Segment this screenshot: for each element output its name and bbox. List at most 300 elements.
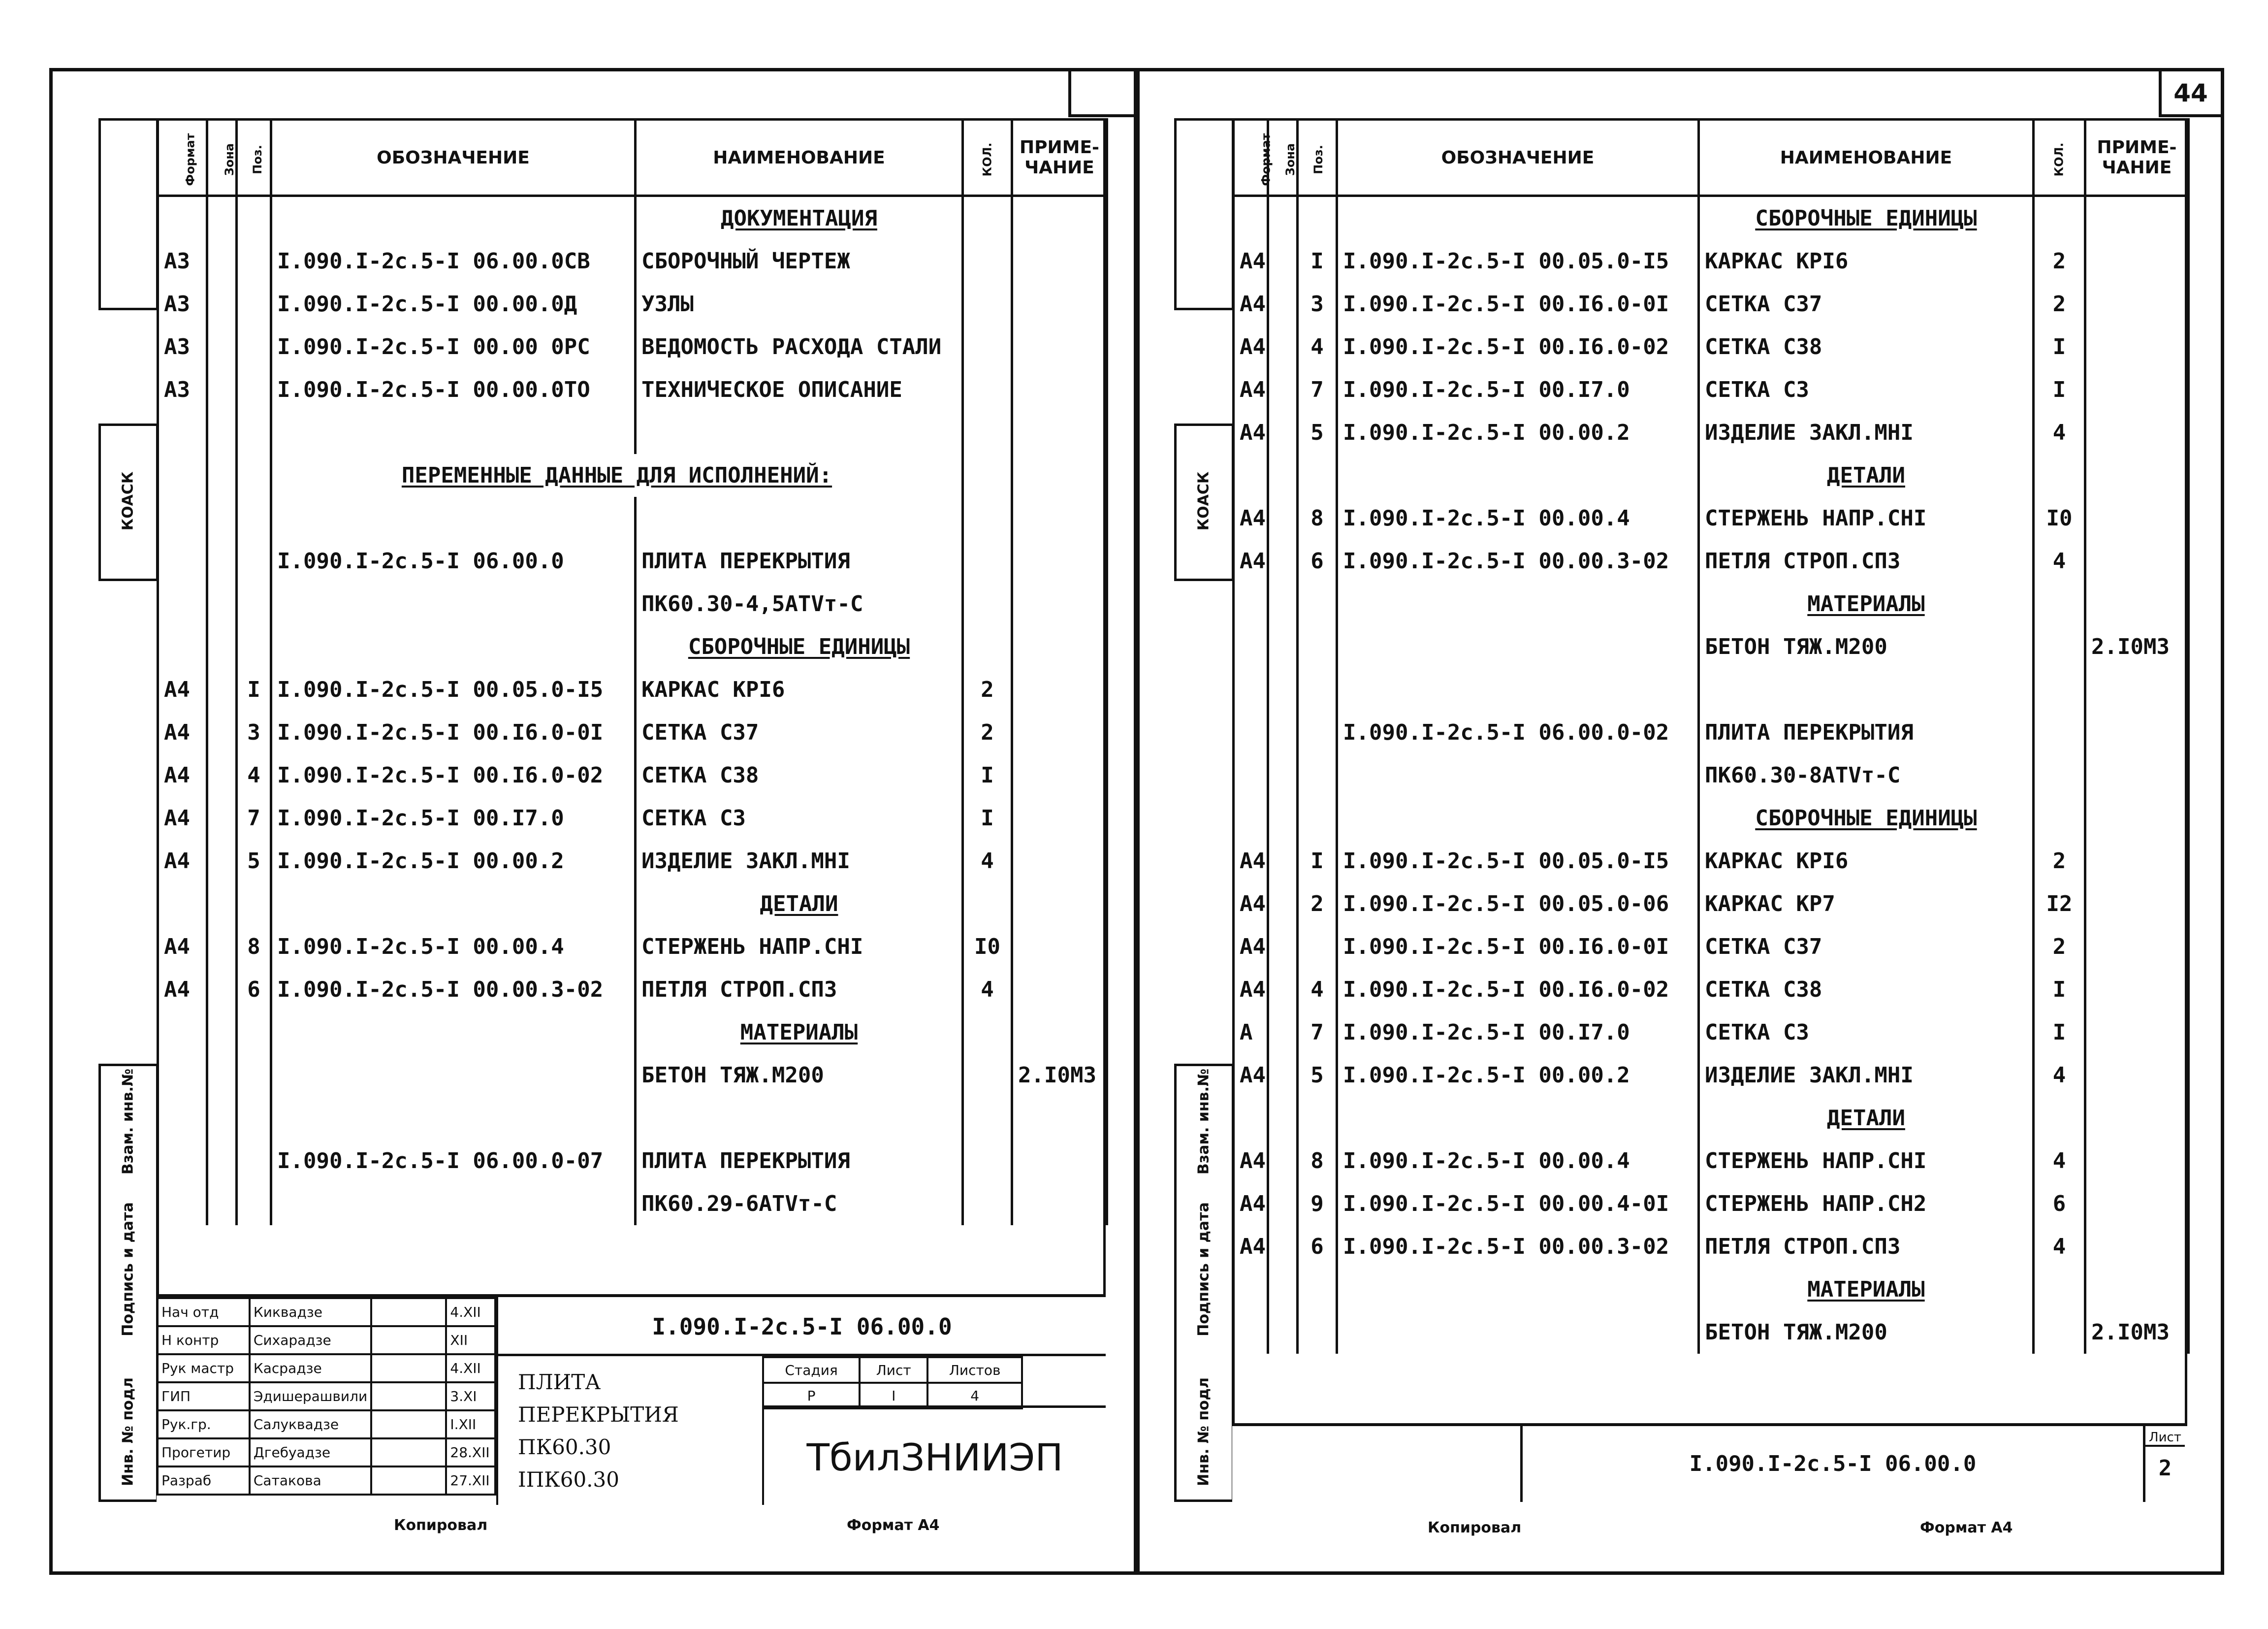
pos-cell: [237, 1140, 271, 1182]
qty-cell: 4: [2034, 1140, 2085, 1182]
designation-cell: [271, 196, 636, 240]
header-qty: КОЛ.: [2034, 120, 2085, 196]
format-cell: А4: [158, 968, 207, 1011]
designation-cell: I.090.I-2c.5-I 00.00.0ТО: [271, 368, 636, 411]
designation-cell: I.090.I-2c.5-I 00.00.4-0I: [1337, 1182, 1699, 1225]
note-cell: [2085, 368, 2189, 411]
pos-cell: [237, 1182, 271, 1225]
pos-cell: [1298, 625, 1337, 668]
designation-cell: I.090.I-2c.5-I 00.00.2: [1337, 1054, 1699, 1097]
designation-cell: [1337, 454, 1699, 497]
name-cell: ПЕТЛЯ СТРОП.СП3: [1699, 540, 2034, 583]
stamp-signature: [371, 1326, 446, 1354]
designation-cell: I.090.I-2c.5-I 00.00.2: [271, 840, 636, 882]
qty-cell: 4: [963, 840, 1012, 882]
page-number: 44: [2173, 79, 2208, 107]
designation-cell: I.090.I-2c.5-I 06.00.0-07: [271, 1140, 636, 1182]
qty-cell: [963, 583, 1012, 625]
note-cell: [1012, 583, 1107, 625]
format-cell: [1234, 1311, 1268, 1354]
note-cell: 2.I0М3: [2085, 625, 2189, 668]
name-cell: ТЕХНИЧЕСКОЕ ОПИСАНИЕ: [636, 368, 963, 411]
stamp-role: Рук.гр.: [158, 1410, 250, 1438]
pos-cell: [237, 326, 271, 368]
designation-cell: [271, 1054, 636, 1097]
qty-cell: [2034, 1311, 2085, 1354]
zone-cell: [1268, 497, 1298, 540]
pos-cell: [237, 625, 271, 668]
qty-cell: [963, 326, 1012, 368]
zone-cell: [1268, 754, 1298, 797]
format-cell: А4: [1234, 882, 1268, 925]
pos-cell: [1298, 454, 1337, 497]
stamp-date: XII: [446, 1326, 495, 1354]
pos-cell: 7: [237, 797, 271, 840]
format-cell: А4: [1234, 326, 1268, 368]
name-cell: ВЕДОМОСТЬ РАСХОДА СТАЛИ: [636, 326, 963, 368]
pos-cell: [1298, 711, 1337, 754]
note-cell: [2085, 797, 2189, 840]
section-heading: ПЕРЕМЕННЫЕ ДАННЫЕ ДЛЯ ИСПОЛНЕНИЙ:: [271, 454, 963, 497]
table-row: [1234, 540, 2189, 583]
designation-cell: [271, 1182, 636, 1225]
note-cell: [1012, 668, 1107, 711]
zone-cell: [207, 1011, 237, 1054]
section-heading: МАТЕРИАЛЫ: [636, 1011, 963, 1054]
name-cell: СЕТКА С38: [636, 754, 963, 797]
name-cell: СЕТКА С3: [1699, 368, 2034, 411]
designation-cell: [271, 1011, 636, 1054]
note-cell: [1012, 196, 1107, 240]
designation-cell: I.090.I-2c.5-I 00.05.0-06: [1337, 882, 1699, 925]
right-stamp-sheet-label: Лист: [2145, 1430, 2185, 1447]
qty-cell: I: [963, 754, 1012, 797]
stamp-person: Эдишерашвили: [250, 1382, 371, 1410]
zone-cell: [207, 1140, 237, 1182]
qty-cell: I2: [2034, 882, 2085, 925]
pos-cell: [237, 196, 271, 240]
qty-cell: 2: [2034, 925, 2085, 968]
left-side-label-1: Взам. инв.№: [119, 1068, 137, 1175]
left-spec-table: [157, 118, 1108, 1225]
designation-cell: I.090.I-2c.5-I 00.05.0-I5: [1337, 240, 1699, 283]
note-cell: [1012, 411, 1107, 454]
format-cell: [158, 1097, 207, 1140]
name-cell: СТЕРЖЕНЬ НАПР.СНI: [1699, 1140, 2034, 1182]
zone-cell: [1268, 625, 1298, 668]
zone-cell: [1268, 711, 1298, 754]
section-heading: СБОРОЧНЫЕ ЕДИНИЦЫ: [1699, 797, 2034, 840]
zone-cell: [207, 283, 237, 326]
section-heading: ДОКУМЕНТАЦИЯ: [636, 196, 963, 240]
format-cell: А3: [158, 368, 207, 411]
right-footer-copied: Копировал: [1428, 1519, 1522, 1536]
note-cell: [2085, 411, 2189, 454]
designation-cell: I.090.I-2c.5-I 00.I6.0-0I: [1337, 283, 1699, 326]
table-row: [1234, 240, 2189, 283]
table-row: [158, 968, 1107, 1011]
zone-cell: [1268, 668, 1298, 711]
pos-cell: I: [237, 668, 271, 711]
name-cell: СЕТКА С3: [1699, 1011, 2034, 1054]
left-koask-label: КОАСК: [119, 471, 137, 531]
table-row: [1234, 196, 2189, 240]
table-row: [158, 283, 1107, 326]
format-cell: А4: [1234, 1225, 1268, 1268]
note-cell: [2085, 1097, 2189, 1140]
pos-cell: I: [1298, 240, 1337, 283]
designation-cell: I.090.I-2c.5-I 00.I6.0-02: [271, 754, 636, 797]
table-row: [1234, 625, 2189, 668]
format-cell: [158, 1011, 207, 1054]
right-side-label-3: Инв. № подл: [1195, 1377, 1213, 1486]
name-cell: БЕТОН ТЯЖ.М200: [1699, 625, 2034, 668]
zone-cell: [1268, 1140, 1298, 1182]
zone-cell: [207, 1054, 237, 1097]
zone-cell: [1268, 925, 1298, 968]
qty-cell: I0: [2034, 497, 2085, 540]
pos-cell: [237, 368, 271, 411]
left-header-row: [158, 120, 1107, 196]
pos-cell: [237, 882, 271, 925]
note-cell: [2085, 711, 2189, 754]
format-cell: [1234, 711, 1268, 754]
stamp-person: Салуквадзе: [250, 1410, 371, 1438]
designation-cell: I.090.I-2c.5-I 00.00.3-02: [1337, 540, 1699, 583]
zone-cell: [207, 497, 237, 540]
format-cell: А4: [1234, 1054, 1268, 1097]
zone-cell: [1268, 797, 1298, 840]
designation-cell: [1337, 797, 1699, 840]
note-cell: [2085, 583, 2189, 625]
table-row: [158, 240, 1107, 283]
note-cell: [2085, 1225, 2189, 1268]
header-note: ПРИМЕ- ЧАНИЕ: [2085, 120, 2189, 196]
table-row: [1234, 1054, 2189, 1097]
note-cell: [1012, 797, 1107, 840]
qty-cell: 4: [2034, 411, 2085, 454]
qty-cell: I: [2034, 968, 2085, 1011]
qty-cell: [2034, 754, 2085, 797]
format-cell: [158, 196, 207, 240]
qty-cell: I: [963, 797, 1012, 840]
format-cell: А4: [1234, 840, 1268, 882]
format-cell: А: [1234, 1011, 1268, 1054]
name-cell: КАРКАС КРI6: [1699, 840, 2034, 882]
stamp-role-row: [158, 1298, 495, 1326]
section-heading: ДЕТАЛИ: [636, 882, 963, 925]
pos-cell: [237, 583, 271, 625]
name-cell: [636, 1097, 963, 1140]
qty-cell: 2: [2034, 283, 2085, 326]
pos-cell: [1298, 668, 1337, 711]
designation-cell: [271, 1097, 636, 1140]
stamp-role-row: [158, 1326, 495, 1354]
name-cell: [636, 497, 963, 540]
left-stamp: [157, 1294, 1106, 1502]
designation-cell: [1337, 1311, 1699, 1354]
qty-cell: [2034, 1097, 2085, 1140]
name-cell: СТЕРЖЕНЬ НАПР.СНI: [636, 925, 963, 968]
note-cell: [1012, 711, 1107, 754]
stamp-role-row: [158, 1466, 495, 1495]
note-cell: [1012, 925, 1107, 968]
qty-cell: [963, 368, 1012, 411]
name-cell: БЕТОН ТЯЖ.М200: [636, 1054, 963, 1097]
table-row: [158, 497, 1107, 540]
left-stamp-designation: I.090.I-2c.5-I 06.00.0: [496, 1297, 1106, 1356]
table-row: [158, 1011, 1107, 1054]
stamp-role: Прогетир: [158, 1438, 250, 1466]
pos-cell: 3: [1298, 283, 1337, 326]
note-cell: [1012, 1011, 1107, 1054]
right-header-row: [1234, 120, 2189, 196]
note-cell: 2.I0М3: [2085, 1311, 2189, 1354]
zone-cell: [1268, 1054, 1298, 1097]
pos-cell: 4: [1298, 326, 1337, 368]
designation-cell: I.090.I-2c.5-I 00.00.2: [1337, 411, 1699, 454]
note-cell: [1012, 454, 1107, 497]
format-cell: А4: [1234, 968, 1268, 1011]
note-cell: [2085, 754, 2189, 797]
left-side-label-3: Инв. № подл: [119, 1377, 137, 1486]
designation-cell: [271, 882, 636, 925]
name-cell: ПЛИТА ПЕРЕКРЫТИЯ: [636, 540, 963, 583]
note-cell: [2085, 1268, 2189, 1311]
designation-cell: I.090.I-2c.5-I 06.00.0СВ: [271, 240, 636, 283]
note-cell: [1012, 368, 1107, 411]
right-side-label-1: Взам. инв.№: [1195, 1068, 1213, 1175]
right-side-label-2: Подпись и дата: [1195, 1202, 1213, 1336]
zone-cell: [1268, 1011, 1298, 1054]
name-cell: СЕТКА С38: [1699, 326, 2034, 368]
table-row: [1234, 411, 2189, 454]
section-heading: ДЕТАЛИ: [1699, 1097, 2034, 1140]
format-cell: А4: [1234, 240, 1268, 283]
note-cell: [2085, 668, 2189, 711]
qty-cell: [2034, 196, 2085, 240]
format-cell: А4: [1234, 1140, 1268, 1182]
format-cell: [1234, 454, 1268, 497]
name-cell: ПК60.30-4,5АТVт-С: [636, 583, 963, 625]
format-cell: А3: [158, 283, 207, 326]
qty-cell: I: [2034, 1011, 2085, 1054]
qty-cell: 2: [2034, 840, 2085, 882]
stamp-signature: [371, 1354, 446, 1382]
pos-cell: 4: [1298, 968, 1337, 1011]
left-top-box: [1068, 68, 1137, 117]
table-row: [158, 840, 1107, 882]
designation-cell: I.090.I-2c.5-I 00.I7.0: [1337, 368, 1699, 411]
note-cell: [1012, 968, 1107, 1011]
zone-cell: [207, 925, 237, 968]
qty-cell: [963, 283, 1012, 326]
qty-cell: [963, 411, 1012, 454]
left-stamp-org: ТбилЗНИИЭП: [762, 1405, 1106, 1505]
qty-cell: 4: [963, 968, 1012, 1011]
format-cell: [1234, 583, 1268, 625]
designation-cell: [1337, 668, 1699, 711]
designation-cell: [1337, 1097, 1699, 1140]
stamp-role: Рук мастр: [158, 1354, 250, 1382]
stamp-date: I.XII: [446, 1410, 495, 1438]
designation-cell: I.090.I-2c.5-I 00.00.4: [1337, 497, 1699, 540]
left-side-label-2: Подпись и дата: [119, 1202, 137, 1336]
header-note: ПРИМЕ- ЧАНИЕ: [1012, 120, 1107, 196]
table-row: [158, 882, 1107, 925]
note-cell: 2.I0М3: [1012, 1054, 1107, 1097]
format-cell: [158, 1182, 207, 1225]
pos-cell: 6: [1298, 540, 1337, 583]
note-cell: [2085, 1011, 2189, 1054]
note-cell: [1012, 625, 1107, 668]
table-row: [158, 625, 1107, 668]
table-row: [1234, 583, 2189, 625]
pos-cell: 8: [237, 925, 271, 968]
table-row: [158, 711, 1107, 754]
table-row: [1234, 668, 2189, 711]
zone-cell: [207, 668, 237, 711]
note-cell: [2085, 1054, 2189, 1097]
zone-cell: [207, 368, 237, 411]
qty-cell: [2034, 1268, 2085, 1311]
pos-cell: [1298, 1268, 1337, 1311]
designation-cell: I.090.I-2c.5-I 00.05.0-I5: [271, 668, 636, 711]
format-cell: [1234, 625, 1268, 668]
left-margin-upper: [98, 118, 159, 310]
left-stamp-title-3: IПК60.30: [518, 1467, 619, 1492]
pos-cell: 5: [1298, 411, 1337, 454]
note-cell: [2085, 968, 2189, 1011]
table-row: [1234, 1097, 2189, 1140]
note-cell: [1012, 1140, 1107, 1182]
stamp-sheets-label: Листов: [927, 1357, 1022, 1383]
pos-cell: [237, 1097, 271, 1140]
zone-cell: [207, 711, 237, 754]
zone-cell: [1268, 283, 1298, 326]
zone-cell: [207, 583, 237, 625]
table-row: [158, 754, 1107, 797]
qty-cell: [2034, 797, 2085, 840]
qty-cell: I: [2034, 326, 2085, 368]
designation-cell: [1337, 754, 1699, 797]
note-cell: [2085, 196, 2189, 240]
header-format: Формат: [158, 120, 207, 196]
pos-cell: 8: [1298, 1140, 1337, 1182]
table-row: [158, 1097, 1107, 1140]
qty-cell: [2034, 625, 2085, 668]
table-row: [158, 1054, 1107, 1097]
table-row: [1234, 882, 2189, 925]
zone-cell: [207, 840, 237, 882]
name-cell: СЕТКА С37: [1699, 925, 2034, 968]
qty-cell: I: [2034, 368, 2085, 411]
format-cell: А4: [1234, 283, 1268, 326]
note-cell: [1012, 1182, 1107, 1225]
qty-cell: [963, 196, 1012, 240]
qty-cell: 2: [2034, 240, 2085, 283]
right-stamp-designation: I.090.I-2c.5-I 06.00.0: [1689, 1451, 1977, 1476]
pos-cell: [1298, 196, 1337, 240]
name-cell: БЕТОН ТЯЖ.М200: [1699, 1311, 2034, 1354]
zone-cell: [1268, 1225, 1298, 1268]
zone-cell: [1268, 968, 1298, 1011]
format-cell: [158, 1140, 207, 1182]
header-designation: ОБОЗНАЧЕНИЕ: [1337, 120, 1699, 196]
pos-cell: 3: [237, 711, 271, 754]
name-cell: КАРКАС КРI6: [1699, 240, 2034, 283]
stamp-date: 4.XII: [446, 1354, 495, 1382]
qty-cell: [963, 497, 1012, 540]
pos-cell: 5: [237, 840, 271, 882]
designation-cell: I.090.I-2c.5-I 00.00.3-02: [1337, 1225, 1699, 1268]
qty-cell: [2034, 454, 2085, 497]
note-cell: [2085, 540, 2189, 583]
designation-cell: [1337, 1268, 1699, 1311]
name-cell: ПК60.30-8АТVт-С: [1699, 754, 2034, 797]
table-row: [158, 326, 1107, 368]
stamp-sheet: I: [860, 1383, 927, 1408]
note-cell: [1012, 754, 1107, 797]
zone-cell: [1268, 1182, 1298, 1225]
name-cell: СБОРОЧНЫЙ ЧЕРТЕЖ: [636, 240, 963, 283]
qty-cell: 2: [963, 668, 1012, 711]
designation-cell: I.090.I-2c.5-I 06.00.0-02: [1337, 711, 1699, 754]
header-qty: КОЛ.: [963, 120, 1012, 196]
left-stamp-title-1: ПЛИТА ПЕРЕКРЫТИЯ: [518, 1370, 679, 1427]
zone-cell: [207, 882, 237, 925]
table-row: [1234, 968, 2189, 1011]
pos-cell: [1298, 754, 1337, 797]
table-row: [1234, 497, 2189, 540]
table-row: [1234, 1268, 2189, 1311]
name-cell: СТЕРЖЕНЬ НАПР.СНI: [1699, 497, 2034, 540]
right-spec-table: [1232, 118, 2190, 1354]
format-cell: А3: [158, 326, 207, 368]
designation-cell: [271, 625, 636, 668]
format-cell: [1234, 754, 1268, 797]
name-cell: ПЛИТА ПЕРЕКРЫТИЯ: [1699, 711, 2034, 754]
table-row: [158, 196, 1107, 240]
pos-cell: [1298, 797, 1337, 840]
format-cell: А3: [158, 240, 207, 283]
designation-cell: I.090.I-2c.5-I 00.I7.0: [271, 797, 636, 840]
left-footer-copied: Копировал: [394, 1517, 488, 1534]
zone-cell: [1268, 454, 1298, 497]
pos-cell: 4: [237, 754, 271, 797]
qty-cell: 6: [2034, 1182, 2085, 1225]
pos-cell: [237, 240, 271, 283]
format-cell: А4: [1234, 497, 1268, 540]
stamp-sheets: 4: [927, 1383, 1022, 1408]
section-heading: МАТЕРИАЛЫ: [1699, 1268, 2034, 1311]
pos-cell: [1298, 1097, 1337, 1140]
table-row: [1234, 754, 2189, 797]
format-cell: [1234, 1268, 1268, 1311]
designation-cell: I.090.I-2c.5-I 00.00.4: [271, 925, 636, 968]
left-footer-format: Формат А4: [847, 1517, 940, 1534]
right-koask-label: КОАСК: [1195, 471, 1213, 531]
zone-cell: [207, 1182, 237, 1225]
stamp-person: Касрадзе: [250, 1354, 371, 1382]
table-row: [158, 411, 1107, 454]
zone-cell: [1268, 540, 1298, 583]
header-format: Формат: [1234, 120, 1268, 196]
stamp-person: Сихарадзе: [250, 1326, 371, 1354]
stamp-date: 3.XI: [446, 1382, 495, 1410]
stamp-person: Киквадзе: [250, 1298, 371, 1326]
stamp-role-row: [158, 1438, 495, 1466]
